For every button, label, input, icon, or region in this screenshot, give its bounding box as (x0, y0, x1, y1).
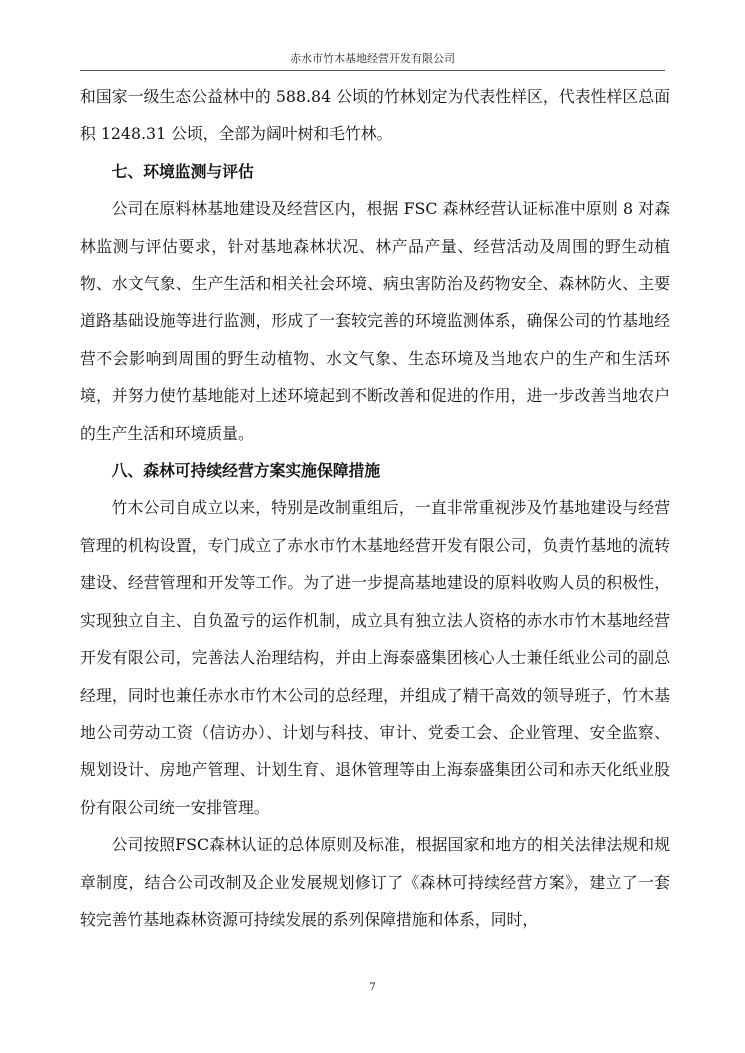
paragraph-organization-setup: 竹木公司自成立以来，特别是改制重组后，一直非常重视涉及竹基地建设与经营管理的机构设置，专门成立了赤水市竹木基地经营开发有限公司，负责竹基地的流转建设、经营管理和开发等工作。为了进一步提高基地建设的原料收购人员的积极性，实现独立自主、自负盈亏的运作机制，成立具有独立法人资格的赤水市竹木基地经营开发有限公司，完善法人治理结构，并由上海泰盛集团核心人士兼任纸业公司的副总经理，同时也兼任赤水市竹木公司的总经理，并组成了精干高效的领导班子，竹木基地公司劳动工资（信访办）、计划与科技、审计、党委工会、企业管理、安全监察、规划设计、房地产管理、计划生育、退休管理等由上海泰盛集团公司和赤天化纸业股份有限公司统一安排管理。 (80, 498, 670, 817)
page-number: 7 (369, 982, 376, 993)
document-body (80, 78, 670, 938)
paragraph-continued: 和国家一级生态公益林中的 588.84 公顷的竹林划定为代表性样区，代表性样区总面积 1248.31 公顷，全部为阔叶树和毛竹林。 (80, 87, 670, 144)
page-header: 赤水市竹木基地经营开发有限公司 (290, 52, 455, 65)
section-heading-environmental-monitoring: 七、环境监测与评估 (111, 161, 254, 181)
paragraph-environmental-monitoring: 公司在原料林基地建设及经营区内，根据 FSC 森林经营认证标准中原则 8 对森林监测与评估要求，针对基地森林状况、林产品产量、经营活动及周围的野生动植物、水文气象、生产生活和相关社会环境、病虫害防治及药物安全、森林防火、主要道路基础设施等进行监测，形成了一套较完善的环境监测体系，确保公司的竹基地经营不会影响到周围的野生动植物、水文气象、生态环境及当地农户的生产和生活环境，并努力使竹基地能对上述环境起到不断改善和促进的作用，进一步改善当地农户的生产生活和环境质量。 (80, 199, 670, 443)
paragraph-fsc-principles: 公司按照FSC森林认证的总体原则及标准，根据国家和地方的相关法律法规和规章制度，结合公司改制及企业发展规划修订了《森林可持续经营方案》，建立了一套较完善竹基地森林资源可持续发展的系列保障措施和体系，同时， (80, 835, 670, 929)
section-heading-safeguard-measures: 八、森林可持续经营方案实施保障措施 (111, 461, 381, 481)
header-divider (80, 70, 665, 71)
